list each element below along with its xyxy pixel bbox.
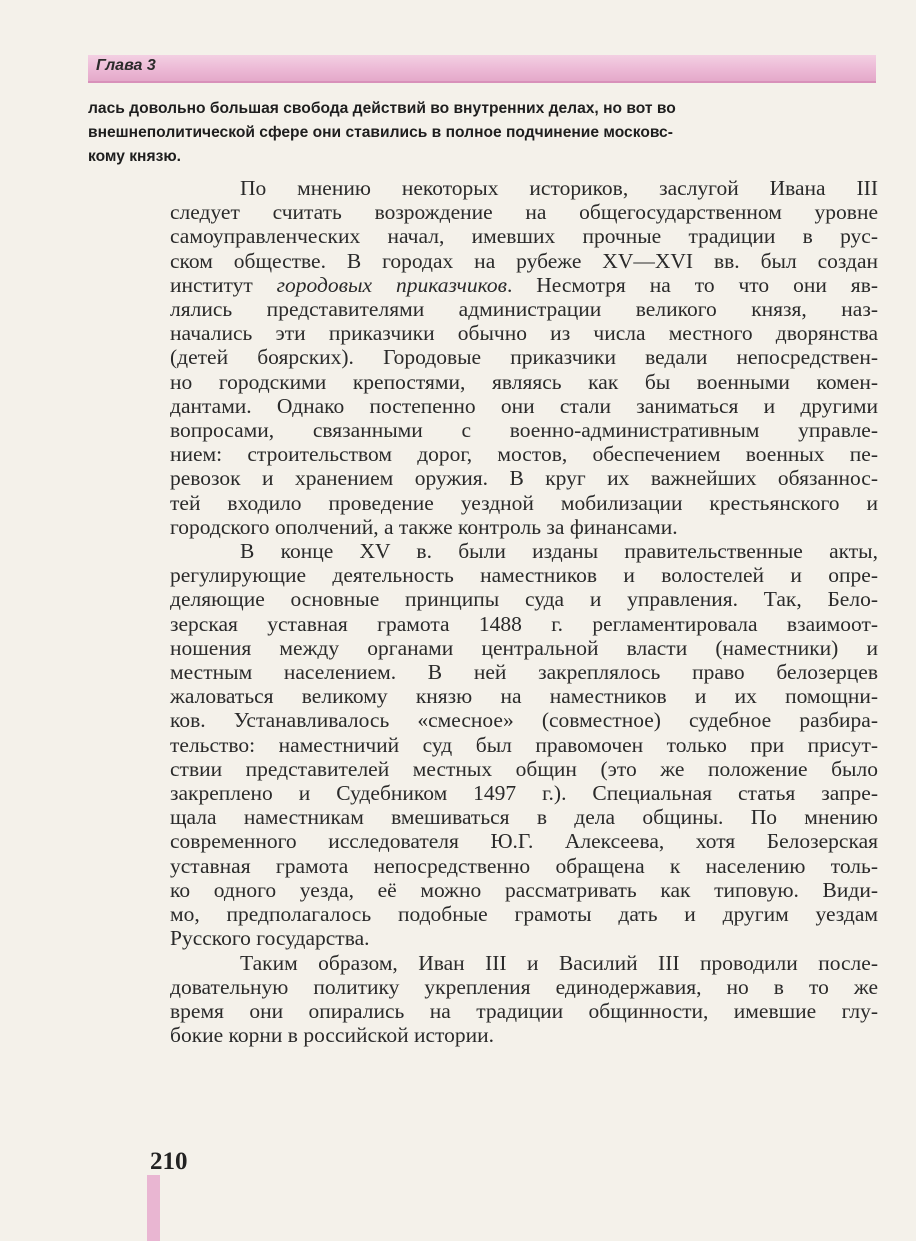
text-line: городского ополчений, а также контроль за финансами.	[170, 514, 678, 539]
paragraph	[170, 176, 878, 539]
text-line: начались эти приказчики обычно из числа местного дворянства	[170, 321, 878, 346]
text-segment: институт	[170, 272, 277, 297]
text-line: уставная грамота непосредственно обращена к населению толь-	[170, 853, 878, 878]
text-line: ствии представителей местных общин (это же положение было	[170, 756, 878, 781]
intro-line: кому князю.	[88, 148, 181, 165]
text-line: деляющие основные принципы суда и управления. Так, Бело-	[170, 587, 878, 612]
text-line: ском обществе. В городах на рубеже XV—XVI вв. был создан	[170, 248, 878, 273]
text-line: В конце XV в. были изданы правительственные акты,	[240, 539, 878, 564]
text-line: лялись представителями администрации великого князя, наз-	[170, 297, 878, 322]
text-line: тельство: наместничий суд был правомочен только при присут-	[170, 732, 878, 757]
italic-term: городовых приказчиков	[276, 272, 507, 297]
text-line: бокие корни в российской истории.	[170, 1023, 495, 1048]
text-line: щала наместникам вмешиваться в дела общины. По мнению	[170, 805, 878, 830]
text-line: ношения между органами центральной власти (наместники) и	[170, 635, 878, 660]
text-line: ревозок и хранением оружия. В круг их важнейших обязаннос-	[170, 466, 878, 491]
margin-stripe	[147, 1175, 160, 1241]
text-line: зерская уставная грамота 1488 г. регламентировала взаимоот-	[170, 611, 878, 636]
text-line: самоуправленческих начал, имевших прочные традиции в рус-	[170, 224, 878, 249]
text-line: Таким образом, Иван III и Василий III проводили после-	[240, 950, 878, 975]
text-line: мо, предполагалось подобные грамоты дать и другим уездам	[170, 902, 878, 927]
text-line: вопросами, связанными с военно-административным управле-	[170, 418, 878, 443]
intro-line: лась довольно большая свобода действий во внутренних делах, но вот во	[88, 100, 676, 117]
chapter-title: Глава 3	[96, 57, 156, 74]
text-line: По мнению некоторых историков, заслугой Ивана III	[240, 176, 878, 200]
text-line: ков. Устанавливалось «смесное» (совместное) судебное разбира-	[170, 708, 878, 733]
paragraph	[170, 539, 878, 950]
text-line: дантами. Однако постепенно они стали заниматься и другими	[170, 393, 878, 418]
text-line: ко одного уезда, её можно рассматривать как типовую. Види-	[170, 877, 878, 902]
text-line: но городскими крепостями, являясь как бы военными комен-	[170, 369, 878, 394]
text-line: довательную политику укрепления единодержавия, но в то же	[170, 974, 878, 999]
text-line: (детей боярских). Городовые приказчики ведали непосредствен-	[170, 345, 878, 370]
text-line: местным населением. В ней закреплялось право белозерцев	[170, 660, 878, 685]
text-line: время они опирались на традиции общинности, имевшие глу-	[170, 998, 878, 1023]
text-segment: . Несмотря на то что они яв-	[506, 272, 878, 297]
text-line: тей входило проведение уездной мобилизации крестьянского и	[170, 490, 878, 515]
text-line	[170, 273, 878, 297]
page-number: 210	[150, 1148, 188, 1175]
text-line: жаловаться великому князю на наместников и их помощни-	[170, 684, 878, 709]
text-line: нием: строительством дорог, мостов, обеспечением военных пе-	[170, 442, 878, 467]
text-line: современного исследователя Ю.Г. Алексеева, хотя Белозерская	[170, 829, 878, 854]
intro-bold-text	[88, 97, 828, 169]
text-line: закреплено и Судебником 1497 г.). Специальная статья запре-	[170, 781, 878, 806]
main-text	[170, 176, 878, 1047]
text-line: следует считать возрождение на общегосударственном уровне	[170, 200, 878, 225]
paragraph	[170, 951, 878, 1048]
text-line: Русского государства.	[170, 926, 370, 951]
chapter-header-band	[88, 55, 876, 83]
text-line: регулирующие деятельность наместников и волостелей и опре-	[170, 563, 878, 588]
intro-line: внешнеполитической сфере они ставились в полное подчинение московс-	[88, 124, 673, 141]
